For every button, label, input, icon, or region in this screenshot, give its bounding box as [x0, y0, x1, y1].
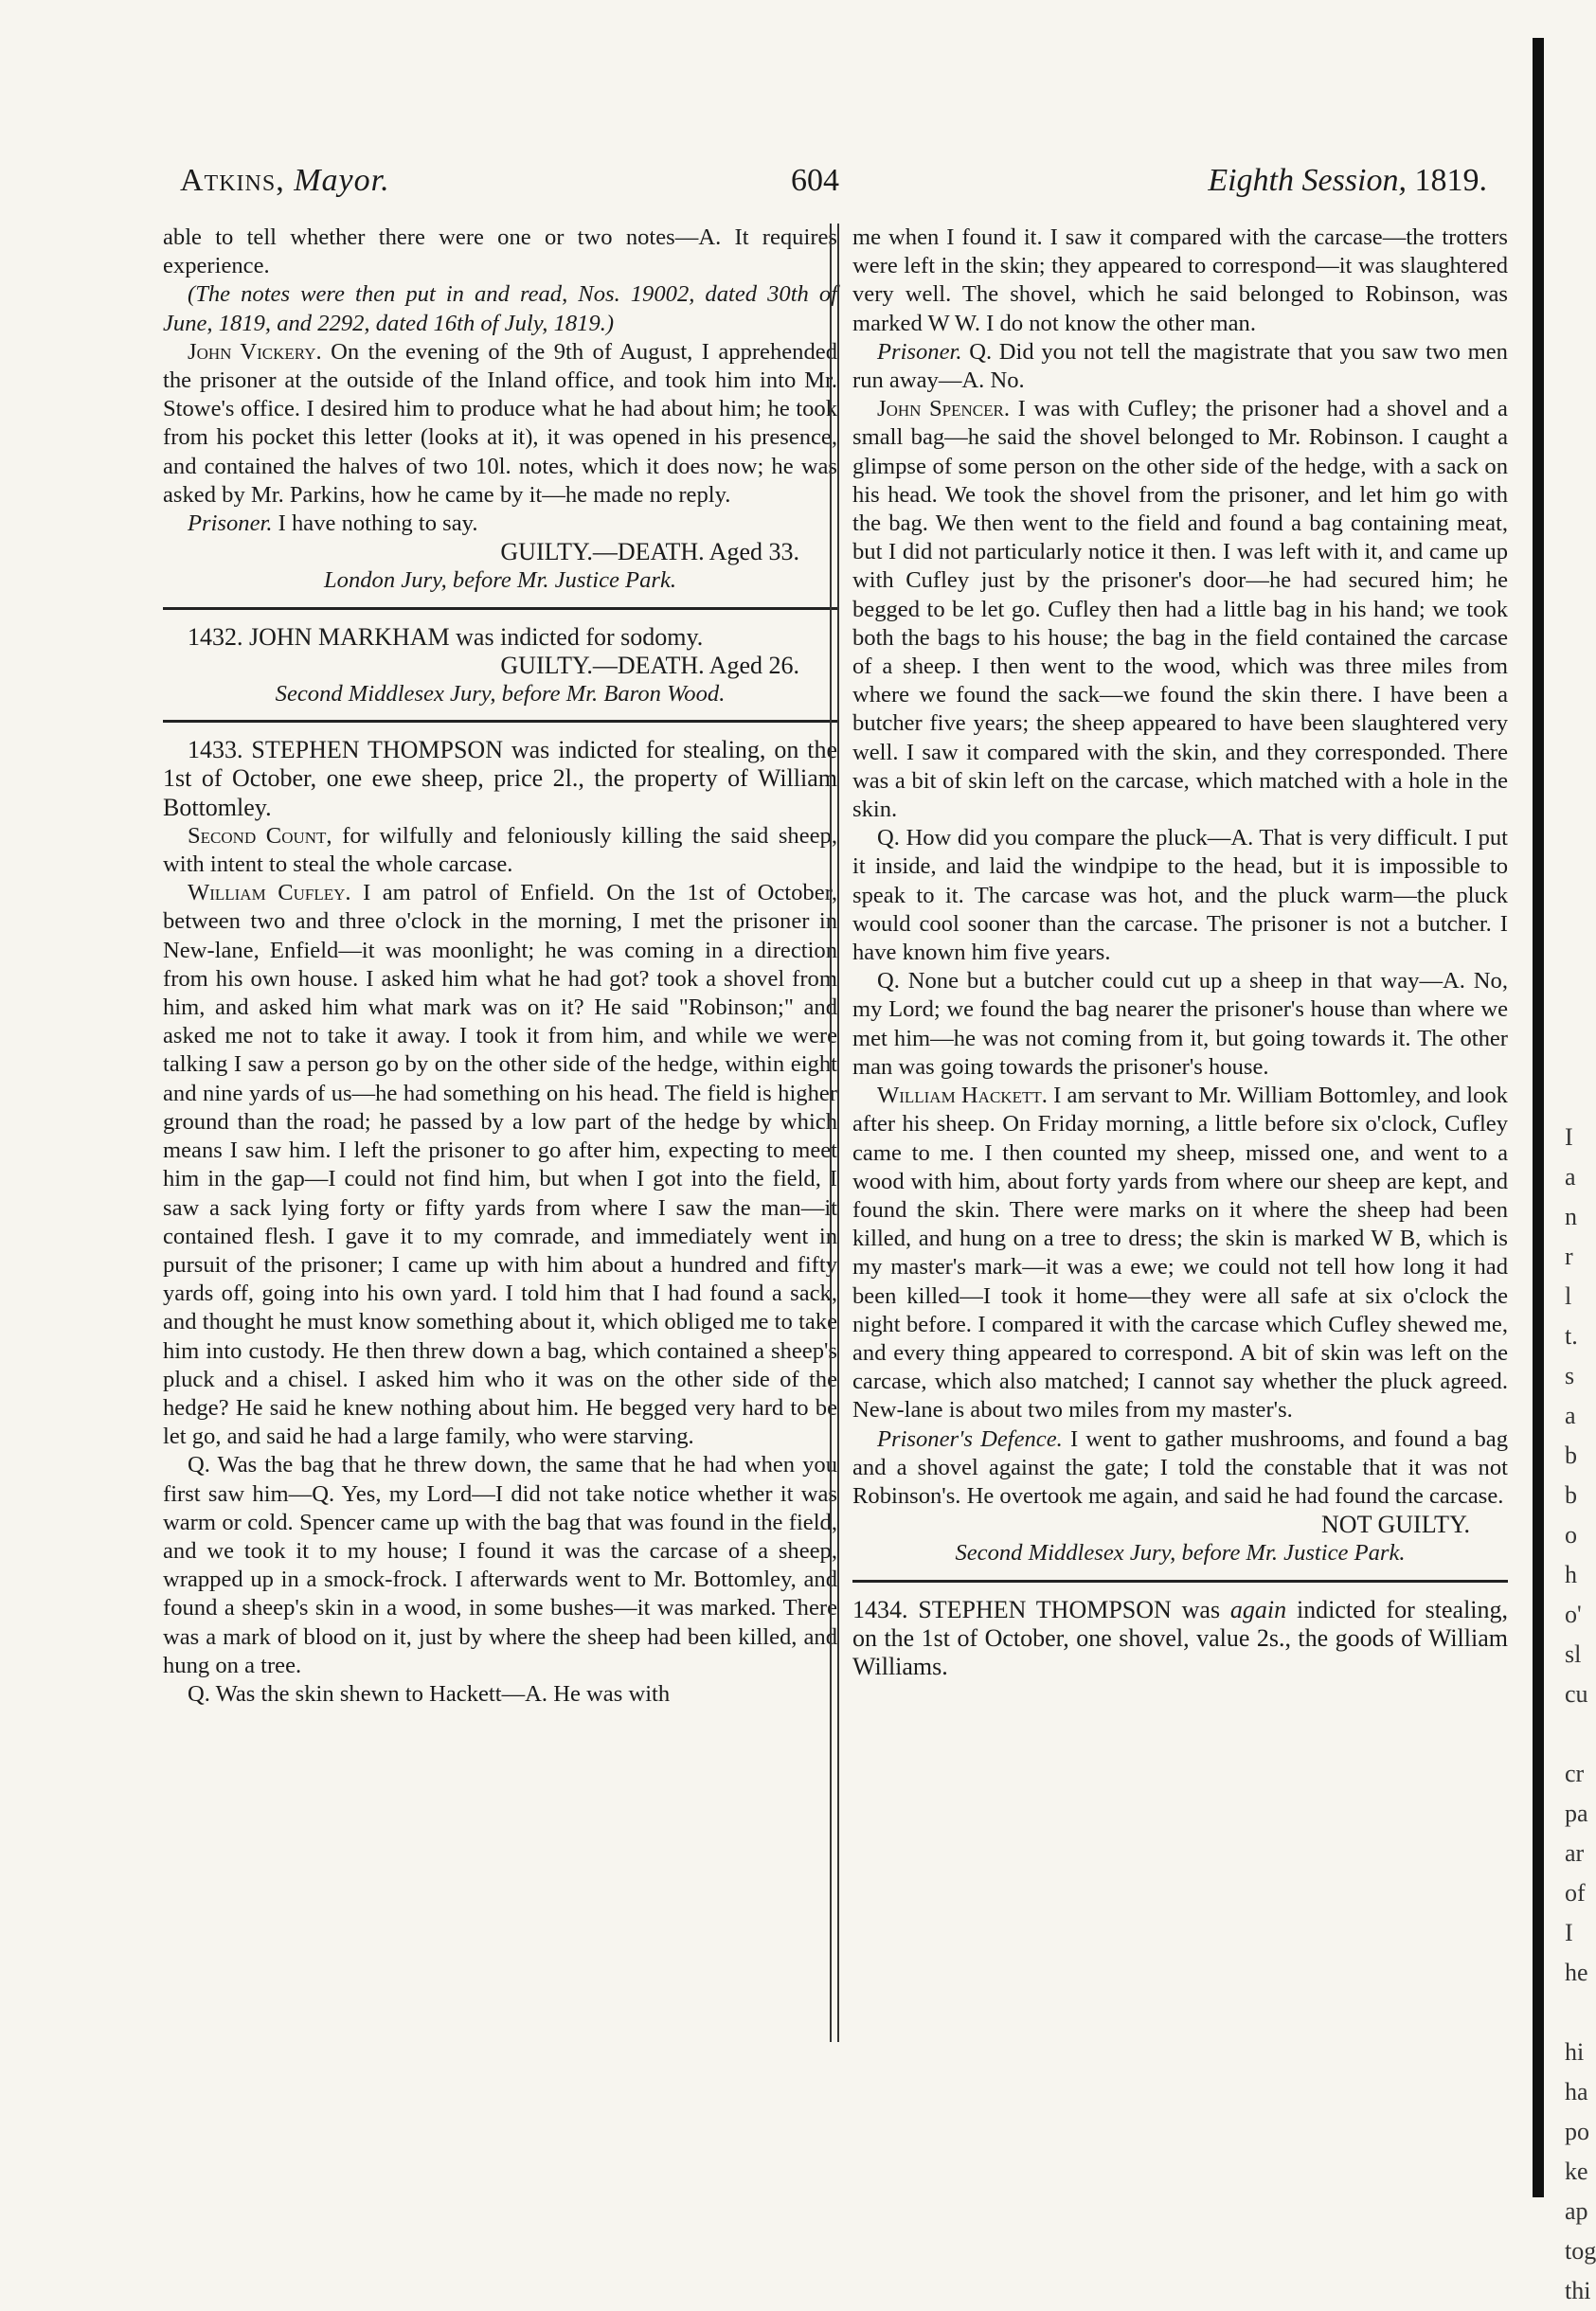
question-paragraph: Q. Was the bag that he threw down, the same that he had when you first saw him—Q. Yes, my Lord—I did not take notice whether it was warm or cold. Spencer came up with the bag that was found in the field, and we took it to my house; I found it was the carcase of a sheep, wrapped up in a smock-frock. I afterwards went to Mr. Bottomley, and found a sheep's skin in a wood, in some bushes—it was marked. There was a mark of blood on it, just by where the sheep had been killed, and hung on a tree.: [163, 1452, 837, 1678]
bleed-fragment: o': [1565, 1601, 1582, 1628]
header-session: [1208, 163, 1487, 199]
paragraph: me when I found it. I saw it compared with the carcase—the trotters were left in the skin; they appeared to correspond—it was slaughtered very well. The shovel, which he said belonged to Robinson, was marked W W. I do not know the other man.: [852, 224, 1508, 336]
bleed-fragment: a: [1565, 1402, 1576, 1429]
bleed-fragment: ha: [1565, 2078, 1588, 2105]
prisoner-statement: [163, 510, 837, 538]
bleed-fragment: of: [1565, 1879, 1586, 1907]
testimony-spencer: [852, 395, 1508, 824]
bleed-fragment: [1565, 1714, 1591, 1754]
column-divider: [830, 224, 839, 2042]
bleed-fragment: thi: [1565, 2277, 1591, 2304]
count-text: for wilfully and feloniously killing the said sheep, with intent to steal the whole carcase.: [163, 822, 838, 878]
statement-text: I have nothing to say.: [278, 511, 478, 537]
bleed-fragment: r: [1565, 1243, 1573, 1270]
question-paragraph: Q. None but a butcher could cut up a sheep in that way—A. No, my Lord; we found the bag nearer the prisoner's house than where we met him—he was not coming from it, but going towards it. The other man was going towards the prisoner's house.: [852, 968, 1508, 1080]
bleed-fragment: ar: [1565, 1839, 1585, 1867]
testimony-text: I am patrol of Enfield. On the 1st of October, between two and three o'clock in the morning, I met the prisoner in New-lane, Enfield—it was moonlight; he was coming in a direction from his own house. I asked him what he had got? took a shovel from him, and asked him what mark was on it? He said "Robinson;" and asked me not to take it away. I took it from him, and while we were talking I saw a person go by on the other side of the hedge, within eight and nine yards of us—he had something on his head. The field is higher ground than the road; he passed by a low part of the hedge by which means I saw him. I left the prisoner to go after him, expecting to meet him in the gap—I could not find him, but when I got into the field, I saw a sack lying forty or fifty yards from where I saw the man—it contained flesh. I gave it to my comrade, and immediately went in pursuit of the prisoner; I came up with him about a hundred and fifty yards off, going into his own yard. I told him that I had found a sack, and thought he must know something about it, which obliged me to take him into custody. He then threw down a bag, which contained a sheep's pluck and a chisel. I asked him who it was on the other side of the hedge? He said he knew nothing about him. He begged very hard to be let go, and said he had a large family, who were starving.: [163, 880, 837, 1450]
count-label: Second Count,: [188, 822, 332, 849]
testimony-vickery: [163, 338, 837, 510]
page-header: [180, 163, 1487, 206]
bleed-fragment: [1565, 1993, 1591, 2033]
statement-text: I went to gather mushrooms, and found a bag and a shovel against the gate; I told the constable that it was not Robinson's. He overtook me again, and said he had found the carcase.: [852, 1425, 1508, 1509]
second-count: [163, 822, 837, 879]
right-column: [852, 224, 1508, 1681]
prisoner-question: [852, 338, 1508, 395]
case-heading-start: 1434. STEPHEN THOMPSON was: [852, 1595, 1221, 1623]
notes-read-paragraph: (The notes were then put in and read, Nos. 19002, dated 30th of June, 1819, and 2292, dated 16th of July, 1819.): [163, 281, 837, 336]
speaker-label: Prisoner.: [877, 338, 962, 365]
case-divider: [163, 720, 837, 723]
question-paragraph: Q. Was the skin shewn to Hackett—A. He was with: [188, 1680, 671, 1707]
bleed-fragment: b: [1565, 1481, 1577, 1509]
bleed-fragment: sl: [1565, 1640, 1582, 1668]
header-session-name: Eighth Session,: [1208, 163, 1407, 198]
bleed-fragment: po: [1565, 2118, 1589, 2145]
bleed-fragment: h: [1565, 1561, 1577, 1588]
bleed-fragment: pa: [1565, 1800, 1588, 1827]
page-number: 604: [791, 163, 839, 198]
testimony-text: I was with Cufley; the prisoner had a shovel and a small bag—he said the shovel belonged to Mr. Robinson. I caught a glimpse of some person on the other side of the hedge, with a sack on his head. We took the shovel from the prisoner, and let him go with the bag. We then went to the field and found a bag containing meat, but I did not particularly notice it then. I was left with it, and came up with Cufley just by the prisoner's door—he had secured him; he begged to be let go. Cufley then had a little bag in his hand; we took both the bags to his house; the bag in the field contained the carcase of a sheep. I then went to the wood, which was three miles from where we found the sack—we found the skin there. I have been a butcher five years; the sheep appeared to have been slaughtered very well. I saw it compared with the skin, and they corresponded. There was a bit of skin left on the carcase, which matched with a hole in the skin.: [852, 396, 1508, 823]
bleed-fragment: I: [1565, 1123, 1573, 1151]
header-mayor-name: Atkins,: [180, 163, 285, 198]
page-edge-shadow: [1533, 38, 1544, 2197]
case-divider: [163, 607, 837, 610]
jury-line: London Jury, before Mr. Justice Park.: [323, 567, 677, 594]
witness-name: William Cufley.: [188, 880, 351, 906]
case-heading: 1433. STEPHEN THOMPSON was indicted for stealing, on the 1st of October, one ewe sheep, price 2l., the property of William Bottomley.: [163, 736, 837, 821]
bleed-fragment: a: [1565, 1163, 1576, 1191]
bleed-fragment: hi: [1565, 2038, 1585, 2066]
left-column: [163, 224, 837, 1709]
case-heading: [852, 1596, 1508, 1682]
testimony-hackett: [852, 1082, 1508, 1424]
bleed-fragment: cr: [1565, 1760, 1585, 1787]
case-heading: 1432. JOHN MARKHAM was indicted for sodomy.: [188, 622, 704, 651]
case-divider: [852, 1580, 1508, 1583]
speaker-label: Prisoner's Defence.: [877, 1425, 1063, 1452]
bleed-fragment: s: [1565, 1362, 1575, 1389]
facing-page-bleed: [1565, 1118, 1596, 2311]
bleed-fragment: o: [1565, 1521, 1577, 1549]
witness-name: William Hackett.: [877, 1083, 1048, 1109]
testimony-cufley: [163, 879, 837, 1451]
bleed-fragment: I: [1565, 1919, 1573, 1946]
jury-line: Second Middlesex Jury, before Mr. Justice Park.: [955, 1540, 1406, 1567]
bleed-fragment: ke: [1565, 2158, 1588, 2185]
bleed-fragment: ap: [1565, 2197, 1588, 2225]
prisoner-defence: [852, 1425, 1508, 1512]
case-heading-end: indicted for stealing, on the 1st of October, one shovel, value 2s., the goods of William Williams.: [852, 1595, 1509, 1680]
header-session-year: 1819.: [1414, 163, 1487, 198]
bleed-fragment: n: [1565, 1203, 1577, 1230]
header-mayor: [180, 163, 390, 199]
witness-name: John Spencer.: [877, 396, 1010, 422]
question-paragraph: Q. How did you compare the pluck—A. That is very difficult. I put it inside, and laid the windpipe to the head, but it is impossible to speak to it. The carcase was hot, and the pluck warm—the pluck would cool sooner than the carcase. The prisoner is not a butcher. I have known him five years.: [852, 825, 1508, 966]
verdict: GUILTY.—DEATH. Aged 26.: [500, 651, 799, 679]
verdict: GUILTY.—DEATH. Aged 33.: [500, 538, 799, 566]
header-mayor-title: Mayor.: [294, 163, 390, 198]
bleed-fragment: b: [1565, 1442, 1577, 1469]
paragraph: able to tell whether there were one or two notes—A. It requires experience.: [163, 224, 837, 279]
testimony-text: On the evening of the 9th of August, I apprehended the prisoner at the outside of the Inland office, and took him into Mr. Stowe's office. I desired him to produce what he had about him; he took from his pocket this letter (looks at it), it was opened in his presence, and contained the halves of two 10l. notes, which it does now; he was asked by Mr. Parkins, how he came by it—he made no reply.: [163, 338, 837, 508]
bleed-fragment: t.: [1565, 1322, 1578, 1350]
statement-text: Q. Did you not tell the magistrate that you saw two men run away—A. No.: [852, 338, 1508, 394]
bleed-fragment: l: [1565, 1282, 1572, 1310]
verdict: NOT GUILTY.: [1321, 1511, 1470, 1539]
jury-line: Second Middlesex Jury, before Mr. Baron Wood.: [275, 681, 726, 708]
bleed-fragment: cu: [1565, 1680, 1588, 1708]
bleed-fragment: he: [1565, 1959, 1588, 1986]
witness-name: John Vickery.: [188, 338, 322, 365]
bleed-fragment: tog: [1565, 2237, 1596, 2265]
case-heading-emphasis: again: [1229, 1595, 1287, 1623]
testimony-text: I am servant to Mr. William Bottomley, and look after his sheep. On Friday morning, a little before six o'clock, Cufley came to me. I then counted my sheep, missed one, and went to a wood with him, about forty yards from where our sheep are kept, and found the skin. There were marks on it where the sheep had been killed, and hung on a tree to dress; the skin is marked W B, which is my master's mark—it was a ewe; we could not tell how long it had been killed—I took it home—they were all safe at six o'clock the night before. I compared it with the carcase which Cufley shewed me, and every thing appeared to correspond. A bit of skin was left on the carcase, which also matched; I cannot say whether the pluck agreed. New-lane is about two miles from my master's.: [852, 1083, 1508, 1424]
speaker-label: Prisoner.: [188, 511, 273, 537]
